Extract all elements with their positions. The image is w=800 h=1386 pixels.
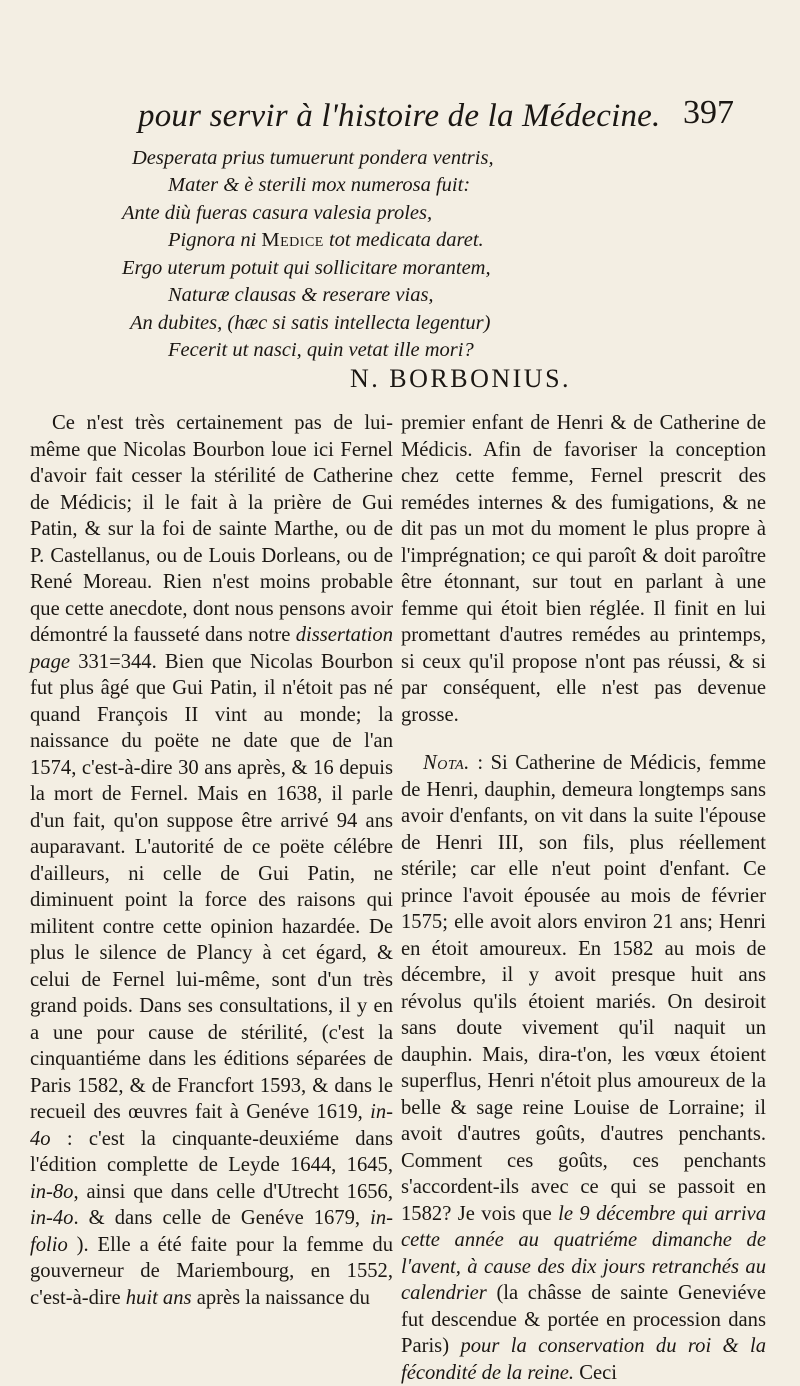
poem-line-start: Pignora ni [168, 229, 257, 251]
medice-smallcaps: Medice [261, 229, 324, 251]
poem-line-end: tot medicata daret. [323, 229, 484, 251]
text-run: Ce n'est très certainement pas de lui-même que Nicolas Bourbon loue ici Fernel d'avoir fait cesser la stérilité de Catherine de Médicis; il le fait à la prière de Gui Patin, & sur la foi de sainte Marthe, ou de P. Castellanus, ou de Louis Dorleans, ou de René Moreau. Rien n'est moins probable que cette anecdote, dont nous pensons avoir démontré la fausseté dans notre [30, 412, 393, 646]
text-run: . & dans celle de Genéve 1679, [73, 1207, 371, 1229]
italic-quote: le 9 décembre qui arriva cette année au quatriéme dimanche de l'avent, à cause des dix jours retranchés au calendrier [401, 1202, 766, 1304]
nota-paragraph [401, 750, 766, 1386]
paragraph: premier enfant de Henri & de Catherine de Médicis. Afin de favoriser la conception chez cette femme, Fernel prescrit des remédes internes & des fumigations, & ne dit pas un mot du moment le plus propre à l'imprégnation; ce qui paroît & doit paroître être étonnant, sur tout en parlant à une femme qui étoit bien réglée. Il finit en lui promettant d'autres remédes au printemps, si ceux qu'il propose n'ont pas réussi, & si par conséquent, elle n'est pas devenue grosse. [401, 412, 766, 726]
italic-phrase: huit ans [125, 1286, 192, 1309]
text-run: (la châsse de sainte Geneviéve fut descendue & portée en procession dans Paris) [401, 1282, 766, 1357]
left-column [30, 410, 393, 1311]
text-run: , ainsi que dans celle d'Utrecht 1656, [73, 1180, 393, 1203]
poem-line: Ergo uterum potuit qui sollicitare morantem, [122, 257, 491, 279]
poem-line: Desperata prius tumuerunt pondera ventris, [132, 147, 494, 169]
italic-format: in-8o [30, 1180, 74, 1203]
italic-reference: dissertation page [30, 624, 393, 673]
page-number: 397 [683, 94, 734, 131]
running-title: pour servir à l'histoire de la Médecine. [138, 98, 661, 134]
paragraph [30, 410, 393, 1311]
page-header [0, 94, 800, 144]
text-run: ). Elle a été faite pour la femme du gouverneur de Mariembourg, en 1552, c'est-à-dire [30, 1233, 393, 1309]
text-run: : Si Catherine de Médicis, femme de Henri, dauphin, demeura longtemps sans avoir d'enfants, on vit dans la suite l'épouse de Henri III, son fils, plus réellement stérile; car elle n'eut point d'enfant. Ce prince l'avoit épousée au mois de février 1575; elle avoit alors environ 21 ans; Henri en étoit amoureux. En 1582 au mois de décembre, il y avoit presque huit ans révolus qu'ils étoient mariés. On desiroit sans doute vivement qu'il naquit un dauphin. Mais, dira-t'on, les vœux étoient superflus, Henri n'étoit plus amoureux de la belle & sage reine Louise de Lorraine; il avoit d'autres goûts, d'autres penchants. Comment ces goûts, ces penchants s'accordent-ils avec ce qui se passoit en 1582? Je vois que [401, 752, 766, 1225]
poem-line: An dubites, (hæc si satis intellecta legentur) [130, 312, 491, 334]
italic-format: in-4o [30, 1207, 74, 1229]
poem-line: Ante diù fueras casura valesia proles, [122, 202, 433, 224]
text-run: après la naissance du [191, 1286, 370, 1309]
italic-quote: pour la conservation du roi & la fécondité de la reine. [401, 1335, 766, 1384]
nota-label: Nota. [423, 752, 470, 774]
poem-line: Naturæ clausas & reserare vias, [168, 284, 434, 306]
poem-line: Mater & è sterili mox numerosa fuit: [168, 174, 471, 196]
author-signature: N. BORBONIUS. [350, 364, 572, 393]
poem-line [168, 229, 484, 252]
italic-format: in-4o [30, 1101, 393, 1150]
text-run: Ceci [574, 1361, 617, 1384]
italic-format: in-folio [30, 1207, 393, 1256]
text-run: 331=344. Bien que Nicolas Bourbon fut plus âgé que Gui Patin, il n'étoit pas né quand François II vint au monde; la naissance du poëte ne date que de l'an 1574, c'est-à-dire 30 ans après, & 16 depuis la mort de Fernel. Mais en 1638, il parle d'un fait, qu'on suppose être arrivé 94 ans auparavant. L'autorité de ce poëte célébre d'ailleurs, ni celle de Gui Patin, ne diminuent point la force des raisons qui militent contre cette opinion hazardée. De plus le silence de Plancy à cet égard, & celui de Fernel lui-même, sont d'un très grand poids. Dans ses consultations, il y en a une pour cause de stérilité, (c'est la cinquantiéme dans les éditions séparées de Paris 1582, & de Francfort 1593, & dans le recueil des œuvres fait à Genéve 1619, [30, 650, 393, 1123]
text-run: : c'est la cinquante-deuxiéme dans l'édition complette de Leyde 1644, 1645, [30, 1127, 393, 1176]
right-column [401, 410, 766, 1386]
poem-line: Fecerit ut nasci, quin vetat ille mori? [168, 339, 474, 361]
